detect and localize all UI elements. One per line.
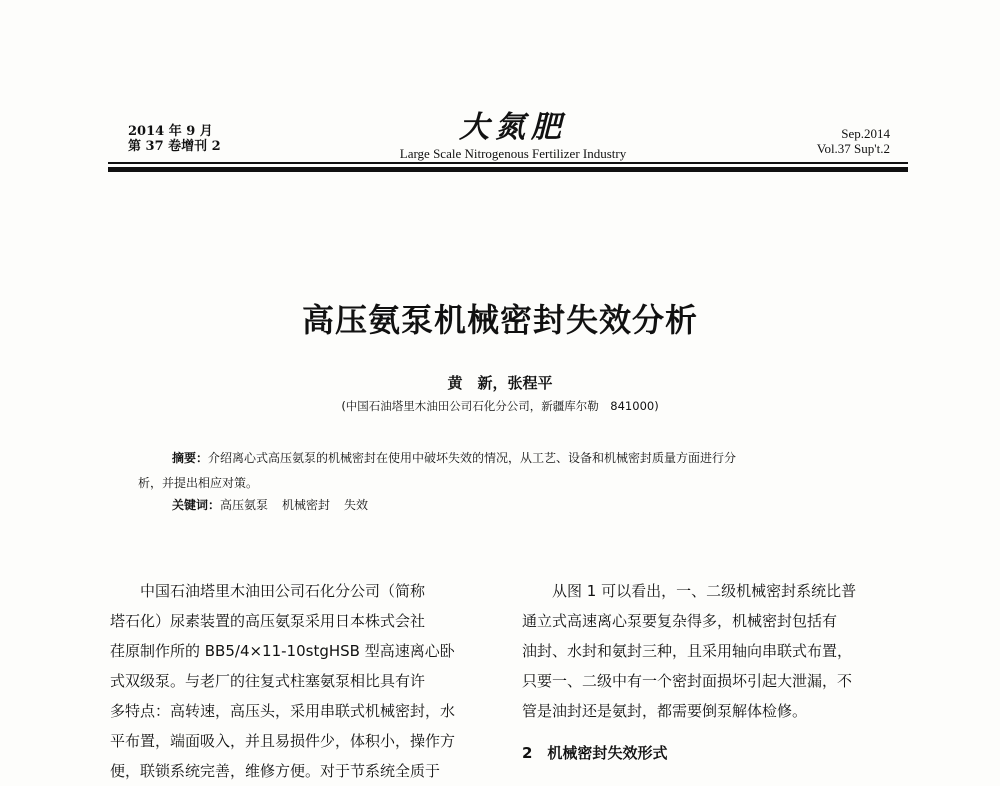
abstract-label: 摘要： bbox=[172, 451, 209, 465]
body-line: 平布置，端面吸入，并且易损件少，体积小，操作方 bbox=[110, 732, 456, 750]
keywords-label: 关键词： bbox=[172, 498, 221, 512]
section-heading: 2 机械密封失效形式 bbox=[522, 744, 668, 762]
body-column-right bbox=[522, 576, 890, 726]
issue-date-en: Sep.2014 bbox=[841, 126, 890, 141]
abstract-line-1 bbox=[138, 446, 883, 471]
issue-date-cn: 2014 年 9 月 bbox=[128, 124, 213, 139]
body-line: 多特点：高转速，高压头，采用串联式机械密封，水 bbox=[110, 702, 456, 720]
article-title: 高压氨泵机械密封失效分析 bbox=[301, 301, 698, 339]
article-authors: 黄 新，张程平 bbox=[447, 374, 553, 392]
journal-name-en: Large Scale Nitrogenous Fertilizer Industry bbox=[399, 146, 627, 161]
issue-volume-en: Vol.37 Sup't.2 bbox=[816, 141, 890, 156]
body-line: 中国石油塔里木油田公司石化分公司（简称 bbox=[140, 582, 426, 600]
abstract bbox=[138, 446, 883, 496]
abstract-text-1: 介绍离心式高压氨泵的机械密封在使用中破坏失效的情况，从工艺、设备和机械密封质量方面进行分 bbox=[208, 451, 737, 465]
keywords bbox=[172, 496, 382, 513]
body-line: 便，联锁系统完善，维修方便。对于节系统全质于 bbox=[110, 762, 441, 780]
journal-logo: 大氮肥 bbox=[459, 110, 567, 145]
body-line: 从图 1 可以看出，一、二级机械密封系统比普 bbox=[552, 582, 857, 600]
body-line: 塔石化）尿素装置的高压氨泵采用日本株式会社 bbox=[110, 612, 426, 630]
body-line: 油封、水封和氨封三种，且采用轴向串联式布置， bbox=[522, 642, 853, 660]
article-affiliation: (中国石油塔里木油田公司石化分公司，新疆库尔勒 841000) bbox=[341, 399, 659, 413]
keyword: 失效 bbox=[344, 498, 369, 512]
body-line: 式双级泵。与老厂的往复式柱塞氨泵相比具有许 bbox=[110, 672, 426, 690]
header-center bbox=[128, 112, 898, 162]
body-line: 荏原制作所的 BB5/4×11-10stgHSB 型高速离心卧 bbox=[110, 642, 455, 660]
header-rule-thin bbox=[108, 162, 908, 164]
body-line: 管是油封还是氨封，都需要倒泵解体检修。 bbox=[522, 702, 808, 720]
body-column-left bbox=[110, 576, 478, 786]
keyword: 机械密封 bbox=[282, 498, 331, 512]
header-rule-thick bbox=[108, 167, 908, 172]
abstract-line-2: 析，并提出相应对策。 bbox=[138, 476, 259, 490]
body-line: 只要一、二级中有一个密封面损坏引起大泄漏，不 bbox=[522, 672, 853, 690]
issue-volume-cn: 第 37 卷增刊 2 bbox=[128, 139, 221, 154]
header-right bbox=[817, 126, 890, 156]
body-line: 通立式高速离心泵要复杂得多，机械密封包括有 bbox=[522, 612, 838, 630]
keyword: 高压氨泵 bbox=[220, 498, 269, 512]
